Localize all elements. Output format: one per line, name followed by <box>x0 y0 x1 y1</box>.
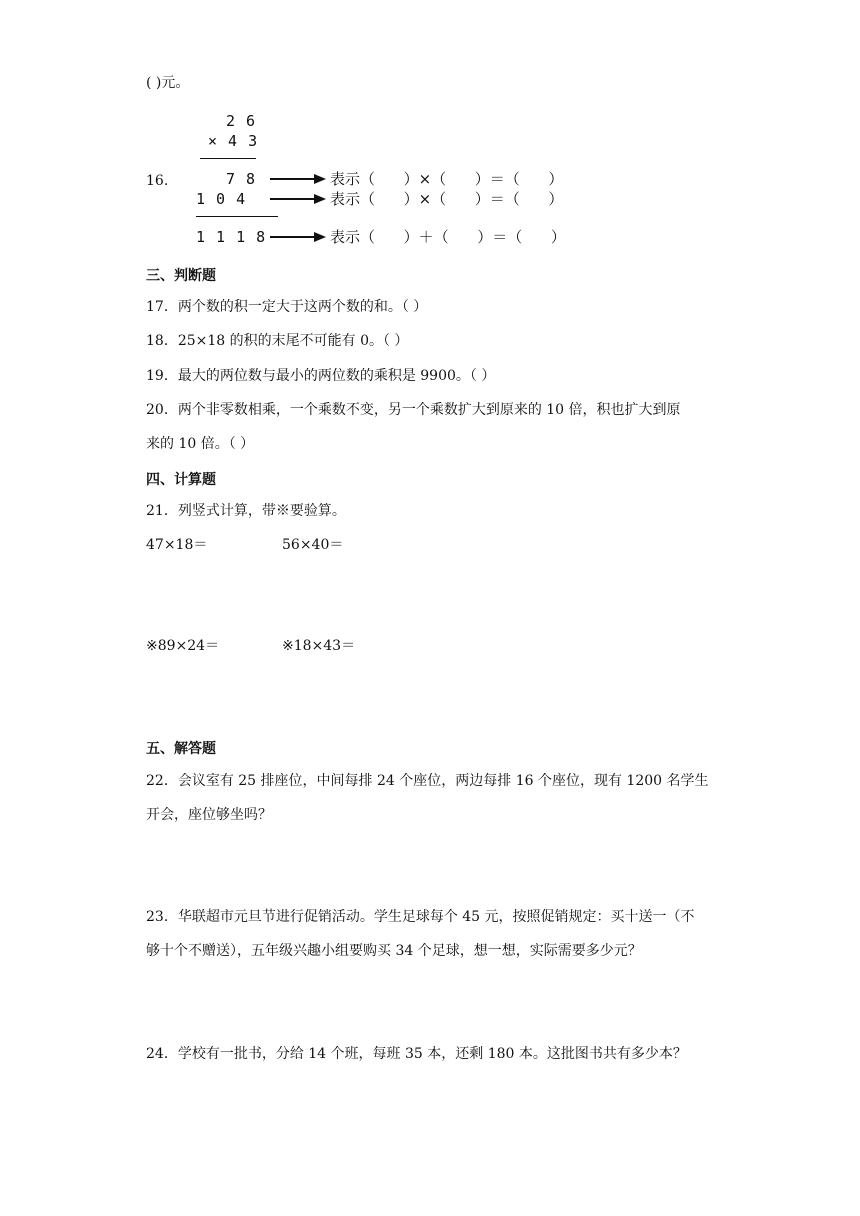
calc-expression: 56×40＝ <box>282 537 344 553</box>
question-24: 24．学校有一批书，分给 14 个班，每班 35 本，还剩 180 本。这批图书共有多少本？ <box>146 1046 687 1062</box>
question-18: 18．25×18 的积的末尾不可能有 0。（ ） <box>146 333 409 349</box>
arrow-right-icon <box>270 172 326 186</box>
calc-expression: ※18×43＝ <box>282 638 356 654</box>
q15-tail: ( )元。 <box>146 75 190 91</box>
expr-line-2: 表示（ ）×（ ）＝（ ） <box>330 190 564 208</box>
calc-expression: ※89×24＝ <box>146 638 220 654</box>
multiplicand: 2 6 <box>226 112 257 130</box>
expr-line-1: 表示（ ）×（ ）＝（ ） <box>330 170 564 188</box>
expr-line-3: 表示（ ）＋（ ）＝（ ） <box>330 228 566 246</box>
section-title-word-problems: 五、解答题 <box>146 741 216 757</box>
question-22-line-2: 开会，座位够坐吗？ <box>146 807 272 823</box>
question-21: 21．列竖式计算，带※要验算。 <box>146 503 346 519</box>
product-rule-2 <box>196 216 278 217</box>
partial-product-2: 1 0 4 <box>196 190 247 208</box>
question-23-line-2: 够十个不赠送），五年级兴趣小组要购买 34 个足球，想一想，实际需要多少元？ <box>146 943 642 959</box>
arrow-right-icon <box>270 230 326 244</box>
question-23-line-1: 23．华联超市元旦节进行促销活动。学生足球每个 45 元，按照促销规定：买十送一（不 <box>146 909 695 925</box>
question-19: 19．最大的两位数与最小的两位数的乘积是 9900。（ ） <box>146 368 496 384</box>
question-22-line-1: 22．会议室有 25 排座位，中间每排 24 个座位，两边每排 16 个座位，现有 1200 名学生 <box>146 773 709 789</box>
partial-product-1: 7 8 <box>226 170 257 188</box>
final-product: 1 1 1 8 <box>196 228 267 246</box>
section-title-calculation: 四、计算题 <box>146 472 216 488</box>
calc-expression: 47×18＝ <box>146 537 208 553</box>
section-title-judgement: 三、判断题 <box>146 268 216 284</box>
q16-number: 16. <box>146 173 169 189</box>
product-rule-1 <box>200 158 256 159</box>
question-20-line-2: 来的 10 倍。（ ） <box>146 436 255 452</box>
question-20-line-1: 20．两个非零数相乘，一个乘数不变，另一个乘数扩大到原来的 10 倍，积也扩大到原 <box>146 402 681 418</box>
arrow-right-icon <box>270 192 326 206</box>
question-17: 17．两个数的积一定大于这两个数的和。（ ） <box>146 299 428 315</box>
multiplier: × 4 3 <box>208 132 259 150</box>
